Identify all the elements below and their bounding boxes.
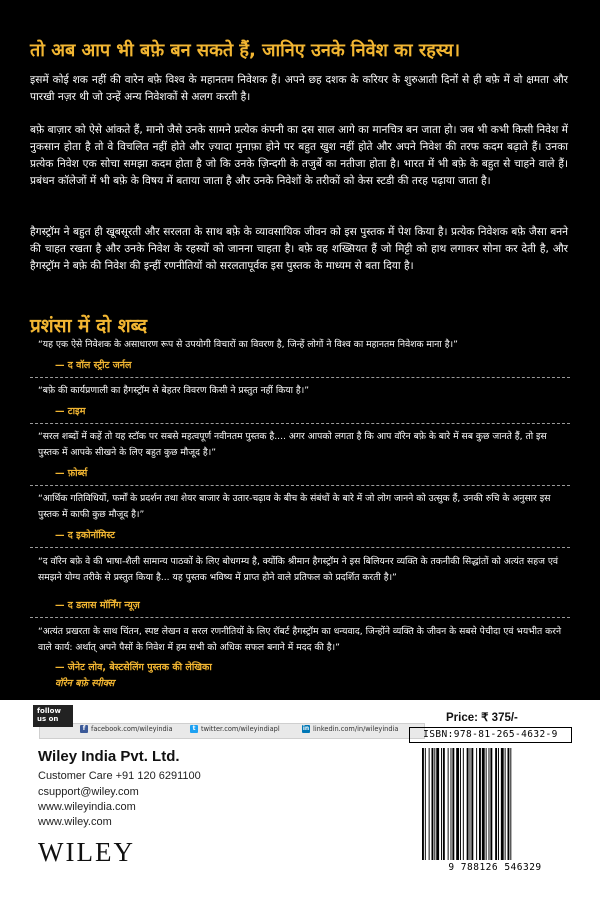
barcode-bar [467, 748, 469, 860]
quote-text: “आर्थिक गतिविधियों, फर्मों के प्रदर्शन तथा शेयर बाजार के उतार-चढ़ाव के बीच के संबंधों के बारे में जो लोग जानने को उत्सुक हैं, उनकी रुचि के अनुसार इस पुस्तक में काफी कुछ मौजूद है।” [38, 493, 551, 520]
quote-source: — द वॉल स्ट्रीट जर्नल [55, 360, 132, 371]
barcode-bar [456, 748, 459, 860]
social-follow-bar [33, 705, 425, 735]
paragraph-3: हैगस्ट्रॉम ने बहुत ही खूबसूरती और सरलता के साथ बफ़े के व्यावसायिक जीवन को इस पुस्तक में पेश किया है। प्रत्येक निवेशक बफ़े जैसा बनने की चाहत रखता है और उनके निवेश के रहस्यों को जानना चाहता है। बफ़े वह शख्सियत हैं जो मिट्टी को हाथ लगाकर सोना कर देती है, और हैगस्ट्रॉम ने बफ़े की निवेश की इन्हीं रणनीतियों को सरलतापूर्वक इस पुस्तक के माध्यम से बता दिया है। [30, 226, 568, 272]
quote-text: “यह एक ऐसे निवेशक के असाधारण रूप से उपयोगी विचारों का विवरण है, जिन्हें लोगों ने विश्व का महानतम निवेशक माना है।” [38, 339, 458, 350]
barcode-bar [425, 748, 426, 860]
quote-source-book: वॉरेन बफ़े स्पीक्स [55, 678, 115, 689]
price-label: Price: ₹ 375/- [446, 712, 518, 724]
customer-care: Customer Care +91 120 6291100 [38, 770, 201, 782]
cover-footer [0, 700, 600, 906]
barcode-bar [510, 748, 511, 860]
email-link[interactable]: csupport@wiley.com [38, 786, 139, 798]
wiley-logo: WILEY [38, 837, 135, 867]
barcode-bar [422, 748, 424, 860]
linkedin-icon: in [302, 725, 310, 732]
barcode-bar [482, 748, 485, 860]
barcode-bar [479, 748, 481, 860]
quote-text: “द वॉरेन बफ़े वे की भाषा-शैली सामान्य पाठकों के लिए बोधगम्य है, क्योंकि श्रीमान हैगस्ट्रॉम ने इस बिलियनर व्यक्ति के तकनीकी सिद्धांतों को अत्यंत सहज एवं समझने योग्य तरीके से प्रस्तुत किया है... यह पुस्तक भविष्य में प्राप्त होने वाले प्रतिफल को प्रदर्शित करती है।” [38, 556, 559, 583]
divider [30, 423, 570, 424]
barcode-bar [448, 748, 449, 860]
praise-title: प्रशंसा में दो शब्द [30, 315, 148, 337]
barcode-bar [434, 748, 435, 860]
paragraph-2: बफ़े बाज़ार को ऐसे आंकते हैं, मानो जैसे उनके सामने प्रत्येक कंपनी का दस साल आगे का मानचित्र बन जाता हो। जब भी कभी किसी निवेश में नुकसान होता है तो वे विचलित नहीं होते और ज़्यादा मुनाफ़ा होने पर बहुत खुश नहीं होते और अपने निवेश की तरफ कदम बढ़ाते हैं। उनका प्रत्येक निवेश एक सोचा समझा कदम होता है जो कि उनके ज़िन्दगी के तजुर्बे का नतीजा होता है। भारत में भी बफ़े के बहुत से चाहने वाले हैं। प्रबंधन कॉलेजों में भी बफ़े के विषय में बताया जाता है और उनके निवेशों के तरीकों को केस स्टडी की तरह पढ़ाया जाता है। [30, 124, 568, 187]
barcode-bar [498, 748, 499, 860]
barcode-bar [452, 748, 454, 860]
twitter-icon: t [190, 725, 198, 733]
barcode-bar [505, 748, 506, 860]
barcode-bar [470, 748, 471, 860]
barcode-bar [471, 748, 473, 860]
divider [30, 377, 570, 378]
barcode-bar [443, 748, 445, 860]
barcode-bar [432, 748, 434, 860]
barcode-bar [486, 748, 487, 860]
barcode-number: 9 788126 546329 [448, 862, 542, 873]
website-link[interactable]: www.wileyindia.com [38, 801, 136, 813]
quote-source: — जेनेट लोव, बेस्टसेलिंग पुस्तक की लेखिका [55, 662, 212, 673]
barcode-bar [508, 748, 510, 860]
twitter-link[interactable]: t twitter.com/wileyindiapl [190, 725, 280, 733]
barcode-bar [463, 748, 464, 860]
barcode-bar [490, 748, 492, 860]
divider [30, 485, 570, 486]
divider [30, 617, 570, 618]
quote-text: “सरल शब्दों में कहें तो यह स्टॉक पर सबसे महत्वपूर्ण नवीनतम पुस्तक है.... अगर आपको लगता है कि आप वॉरेन बफ़े के बारे में सब कुछ जानते हैं, तो इस पुस्तक में आपके सीखने के लिए बहुत कुछ मौजूद है।” [38, 431, 547, 458]
headline: तो अब आप भी बफ़े बन सकते हैं, जानिए उनके निवेश का रहस्य। [30, 40, 461, 61]
social-links [39, 723, 425, 739]
barcode-bar [441, 748, 442, 860]
quote-source: — टाइम [55, 406, 86, 417]
follow-us-label: follow us on [33, 705, 73, 727]
linkedin-link[interactable]: in linkedin.com/in/wileyindia [302, 725, 399, 733]
publisher-name: Wiley India Pvt. Ltd. [38, 748, 180, 765]
isbn-label: ISBN:978-81-265-4632-9 [409, 727, 572, 743]
barcode-bar [495, 748, 497, 860]
barcode-bar [476, 748, 477, 860]
facebook-icon: f [80, 725, 88, 733]
facebook-link[interactable]: f facebook.com/wileyindia [80, 725, 173, 733]
barcode-graphic [416, 748, 574, 860]
website-link[interactable]: www.wiley.com [38, 816, 112, 828]
divider [30, 547, 570, 548]
quote-source: — द डलास मॉर्निंग न्यूज़ [55, 600, 140, 611]
barcode-bar [451, 748, 452, 860]
barcode-bar [429, 748, 430, 860]
barcode-bar [460, 748, 461, 860]
quote-text: “अत्यंत प्रखरता के साथ चिंतन, स्पष्ट लेखन व सरल रणनीतियों के लिए रॉबर्ट हैगस्ट्रॉम का धन्यवाद, जिन्होंने व्यक्ति के जीवन के सबसे पेचीदा एवं भयभीत करने वाले कार्य: अर्थात् अपने पैसों के निवेश में हम सभी को अधिक सफल बनाने में मदद की है।” [38, 626, 562, 653]
quote-text: “बफ़े की कार्यप्रणाली का हैगस्ट्रॉम से बेहतर विवरण किसी ने प्रस्तुत नहीं किया है।” [38, 385, 310, 396]
quote-source: — फ़ोर्ब्स [55, 468, 88, 479]
barcode-bar [489, 748, 490, 860]
barcode-bar [501, 748, 504, 860]
barcode-bar [436, 748, 439, 860]
paragraph-1: इसमें कोई शक नहीं की वारेन बफ़े विश्व के महानतम निवेशक हैं। अपने छह दशक के करियर के शुरुआती दिनों से ही बफ़े में वो क्षमता और पारखी नज़र थी जो उन्हें अन्य निवेशकों से अलग करती है। [30, 74, 568, 103]
quote-source: — द इकोनॉमिस्ट [55, 530, 115, 541]
